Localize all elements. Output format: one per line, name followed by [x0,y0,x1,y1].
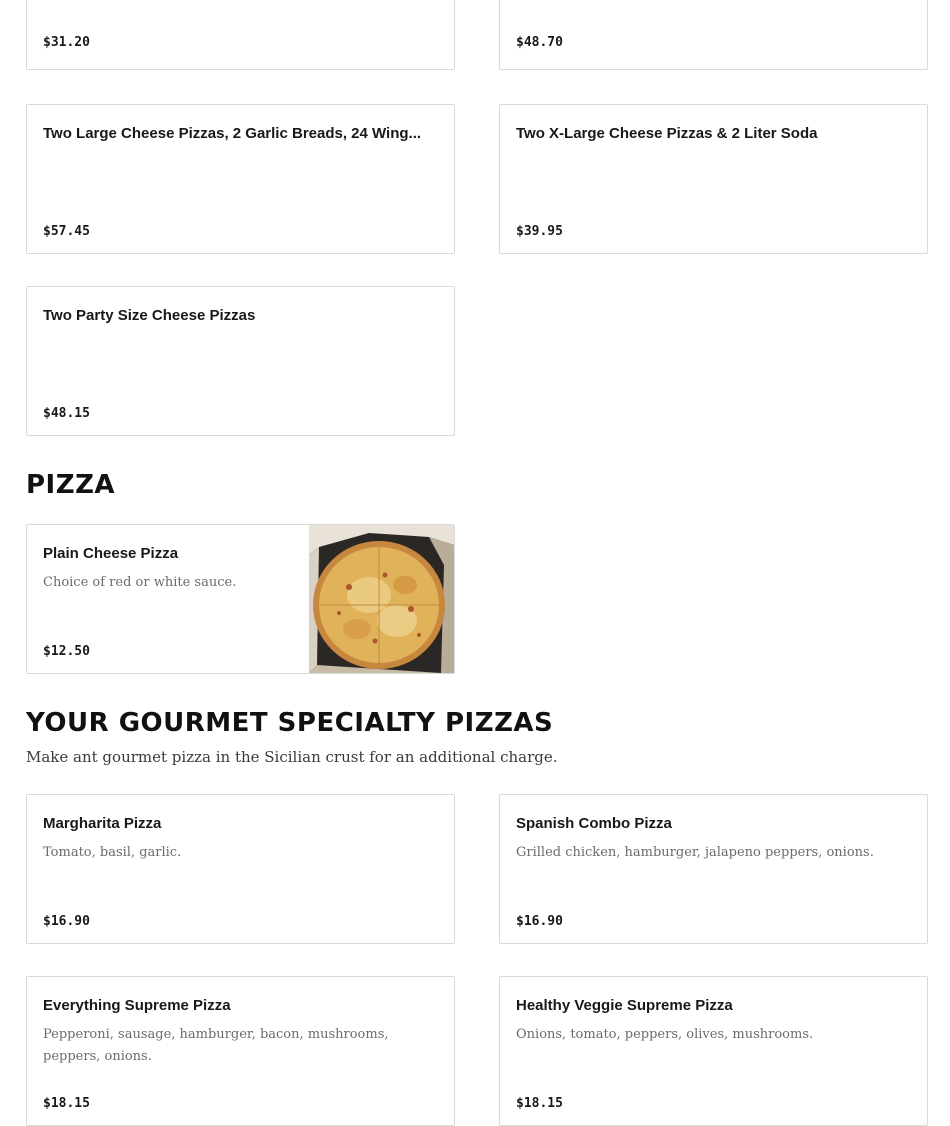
item-price: $18.15 [516,1096,563,1111]
item-price: $18.15 [43,1096,90,1111]
item-name: Healthy Veggie Supreme Pizza [516,997,733,1014]
item-description: Tomato, basil, garlic. [43,845,182,860]
item-price: $16.90 [43,914,90,929]
cheese-pizza-image [309,525,454,673]
item-description: Grilled chicken, hamburger, jalapeno peppers, onions. [516,845,874,860]
item-name: Spanish Combo Pizza [516,815,672,832]
menu-item-card[interactable] [26,976,455,1126]
item-price: $48.70 [516,35,563,50]
item-description: Onions, tomato, peppers, olives, mushrooms. [516,1027,814,1042]
item-name: Margharita Pizza [43,815,162,832]
item-price: $48.15 [43,406,90,421]
menu-item-card[interactable] [26,104,455,254]
item-description: Pepperoni, sausage, hamburger, bacon, mushrooms, peppers, onions. [43,1027,389,1064]
item-name: Plain Cheese Pizza [43,545,179,562]
menu-item-card[interactable] [26,524,455,674]
item-price: $39.95 [516,224,563,239]
menu-item-card[interactable] [26,286,455,436]
item-name: Two X-Large Cheese Pizzas & 2 Liter Soda [516,125,818,142]
item-name: Two Large Cheese Pizzas, 2 Garlic Breads, 24 Wing... [43,125,422,142]
menu-item-card[interactable] [499,794,928,944]
menu-item-card[interactable] [499,976,928,1126]
section-title-pizza: PIZZA [26,470,116,500]
section-title-gourmet: YOUR GOURMET SPECIALTY PIZZAS [26,708,554,738]
item-description: Choice of red or white sauce. [43,575,237,590]
menu-item-card[interactable] [26,0,455,70]
item-price: $57.45 [43,224,90,239]
item-name: Two Party Size Cheese Pizzas [43,307,256,324]
menu-item-card[interactable] [499,0,928,70]
item-price: $12.50 [43,644,90,659]
menu-item-card[interactable] [499,104,928,254]
menu-item-card[interactable] [26,794,455,944]
item-price: $31.20 [43,35,90,50]
pizza-photo-illustration [309,525,454,673]
section-description: Make ant gourmet pizza in the Sicilian crust for an additional charge. [26,748,558,766]
item-name: Everything Supreme Pizza [43,997,231,1014]
item-price: $16.90 [516,914,563,929]
